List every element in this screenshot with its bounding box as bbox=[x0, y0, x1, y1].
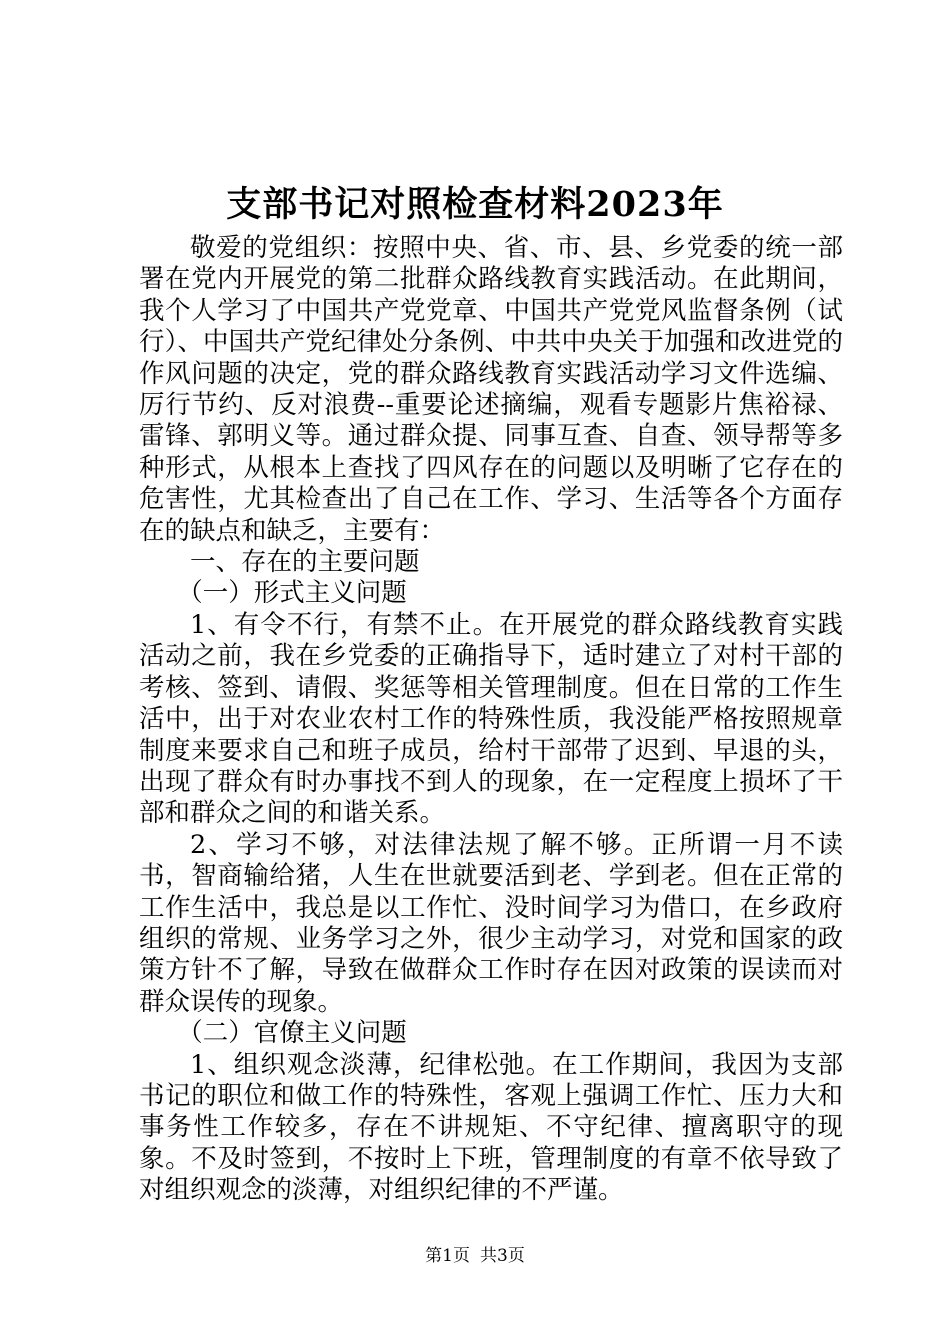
body-paragraph: 2、学习不够，对法律法规了解不够。正所谓一月不读书，智商输给猪，人生在世就要活到老、学到老。但在正常的工作生活中，我总是以工作忙、没时间学习为借口，在乡政府组织的常规、业务学习之外，很少主动学习，对党和国家的政策方针不了解，导致在做群众工作时存在因对政策的误读而对群众误传的现象。 bbox=[139, 829, 843, 1017]
subsection-heading: （一）形式主义问题 bbox=[177, 578, 407, 609]
page-total: 共3页 bbox=[480, 1246, 525, 1266]
body-paragraph: 1、有令不行，有禁不止。在开展党的群众路线教育实践活动之前，我在乡党委的正确指导下，适时建立了对村干部的考核、签到、请假、奖惩等相关管理制度。但在日常的工作生活中，出于对农业农村工作的特殊性质，我没能严格按照规章制度来要求自己和班子成员，给村干部带了迟到、早退的头，出现了群众有时办事找不到人的现象，在一定程度上损坏了干部和群众之间的和谐关系。 bbox=[139, 609, 843, 829]
section-heading: 一、存在的主要问题 bbox=[190, 547, 420, 578]
page-number: 第1页 bbox=[425, 1246, 470, 1266]
page-footer bbox=[0, 1244, 950, 1268]
subsection-heading: （二）官僚主义问题 bbox=[177, 1018, 407, 1049]
intro-paragraph: 敬爱的党组织：按照中央、省、市、县、乡党委的统一部署在党内开展党的第二批群众路线教育实践活动。在此期间，我个人学习了中国共产党党章、中国共产党党风监督条例（试行）、中国共产党纪律处分条例、中共中央关于加强和改进党的作风问题的决定，党的群众路线教育实践活动学习文件选编、厉行节约、反对浪费--重要论述摘编，观看专题影片焦裕禄、雷锋、郭明义等。通过群众提、同事互查、自查、领导帮等多种形式，从根本上查找了四风存在的问题以及明晰了它存在的危害性，尤其检查出了自己在工作、学习、生活等各个方面存在的缺点和缺乏，主要有： bbox=[139, 233, 843, 546]
body-paragraph: 1、组织观念淡薄，纪律松弛。在工作期间，我因为支部书记的职位和做工作的特殊性，客观上强调工作忙、压力大和事务性工作较多，存在不讲规矩、不守纪律、擅离职守的现象。不及时签到，不按时上下班，管理制度的有章不依导致了对组织观念的淡薄，对组织纪律的不严谨。 bbox=[139, 1049, 843, 1206]
document-body bbox=[139, 233, 843, 1207]
document-title: 支部书记对照检查材料2023年 bbox=[226, 184, 724, 225]
